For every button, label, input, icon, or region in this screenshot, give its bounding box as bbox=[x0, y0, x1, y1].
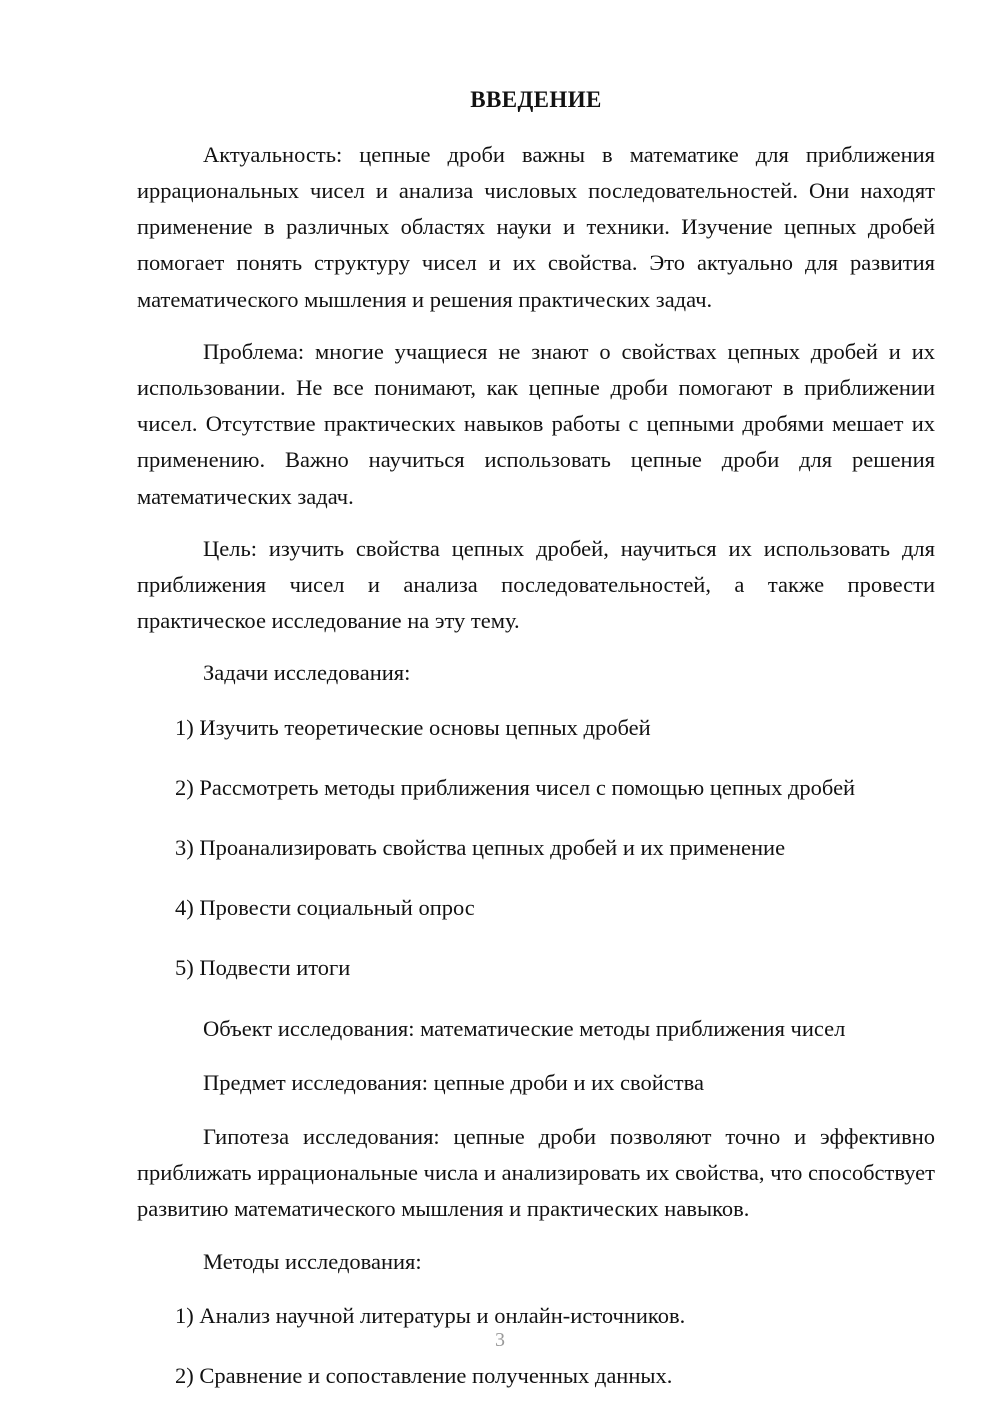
paragraph-problem: Проблема: многие учащиеся не знают о свойствах цепных дробей и их использовании. Не все понимают, как цепные дроби помогают в приближении чисел. Отсутствие практических навыков работы с цепными дробями мешает их применению. Важно научиться использовать цепные дроби для решения математических задач. bbox=[137, 338, 935, 509]
list-item: 2) Сравнение и сопоставление полученных данных. bbox=[175, 1363, 673, 1389]
heading-tasks: Задачи исследования: bbox=[203, 660, 411, 686]
list-item: 2) Рассмотреть методы приближения чисел с помощью цепных дробей bbox=[175, 774, 856, 800]
list-item: 4) Провести социальный опрос bbox=[175, 895, 475, 921]
paragraph-hypothesis: Гипотеза исследования: цепные дроби позволяют точно и эффективно приближать иррациональные числа и анализировать их свойства, что способствует развитию математического мышления и практических навыков. bbox=[137, 1124, 935, 1222]
list-item: 3) Проанализировать свойства цепных дробей и их применение bbox=[175, 835, 786, 860]
tasks-list bbox=[137, 710, 935, 987]
paragraph-subject: Предмет исследования: цепные дроби и их свойства bbox=[203, 1069, 704, 1095]
paragraph-relevance: Актуальность: цепные дроби важны в математике для приближения иррациональных чисел и анализа числовых последовательностей. Они находят применение в различных областях науки и техники. Изучение цепных дробей помогает понять структуру чисел и их свойства. Это актуально для развития математического мышления и решения практических задач. bbox=[137, 141, 935, 312]
list-item: 5) Подвести итоги bbox=[175, 955, 351, 981]
page-number: 3 bbox=[495, 1329, 505, 1351]
paragraph-object: Объект исследования: математические методы приближения чисел bbox=[203, 1015, 846, 1041]
list-item: 1) Анализ научной литературы и онлайн-источников. bbox=[175, 1302, 686, 1328]
page-title: ВВЕДЕНИЕ bbox=[470, 87, 602, 112]
list-item: 1) Изучить теоретические основы цепных дробей bbox=[175, 714, 651, 740]
paragraph-goal: Цель: изучить свойства цепных дробей, научиться их использовать для приближения чисел и анализа последовательностей, а также провести практическое исследование на эту тему. bbox=[137, 535, 935, 634]
heading-methods: Методы исследования: bbox=[203, 1248, 422, 1274]
document-body bbox=[137, 86, 935, 1414]
